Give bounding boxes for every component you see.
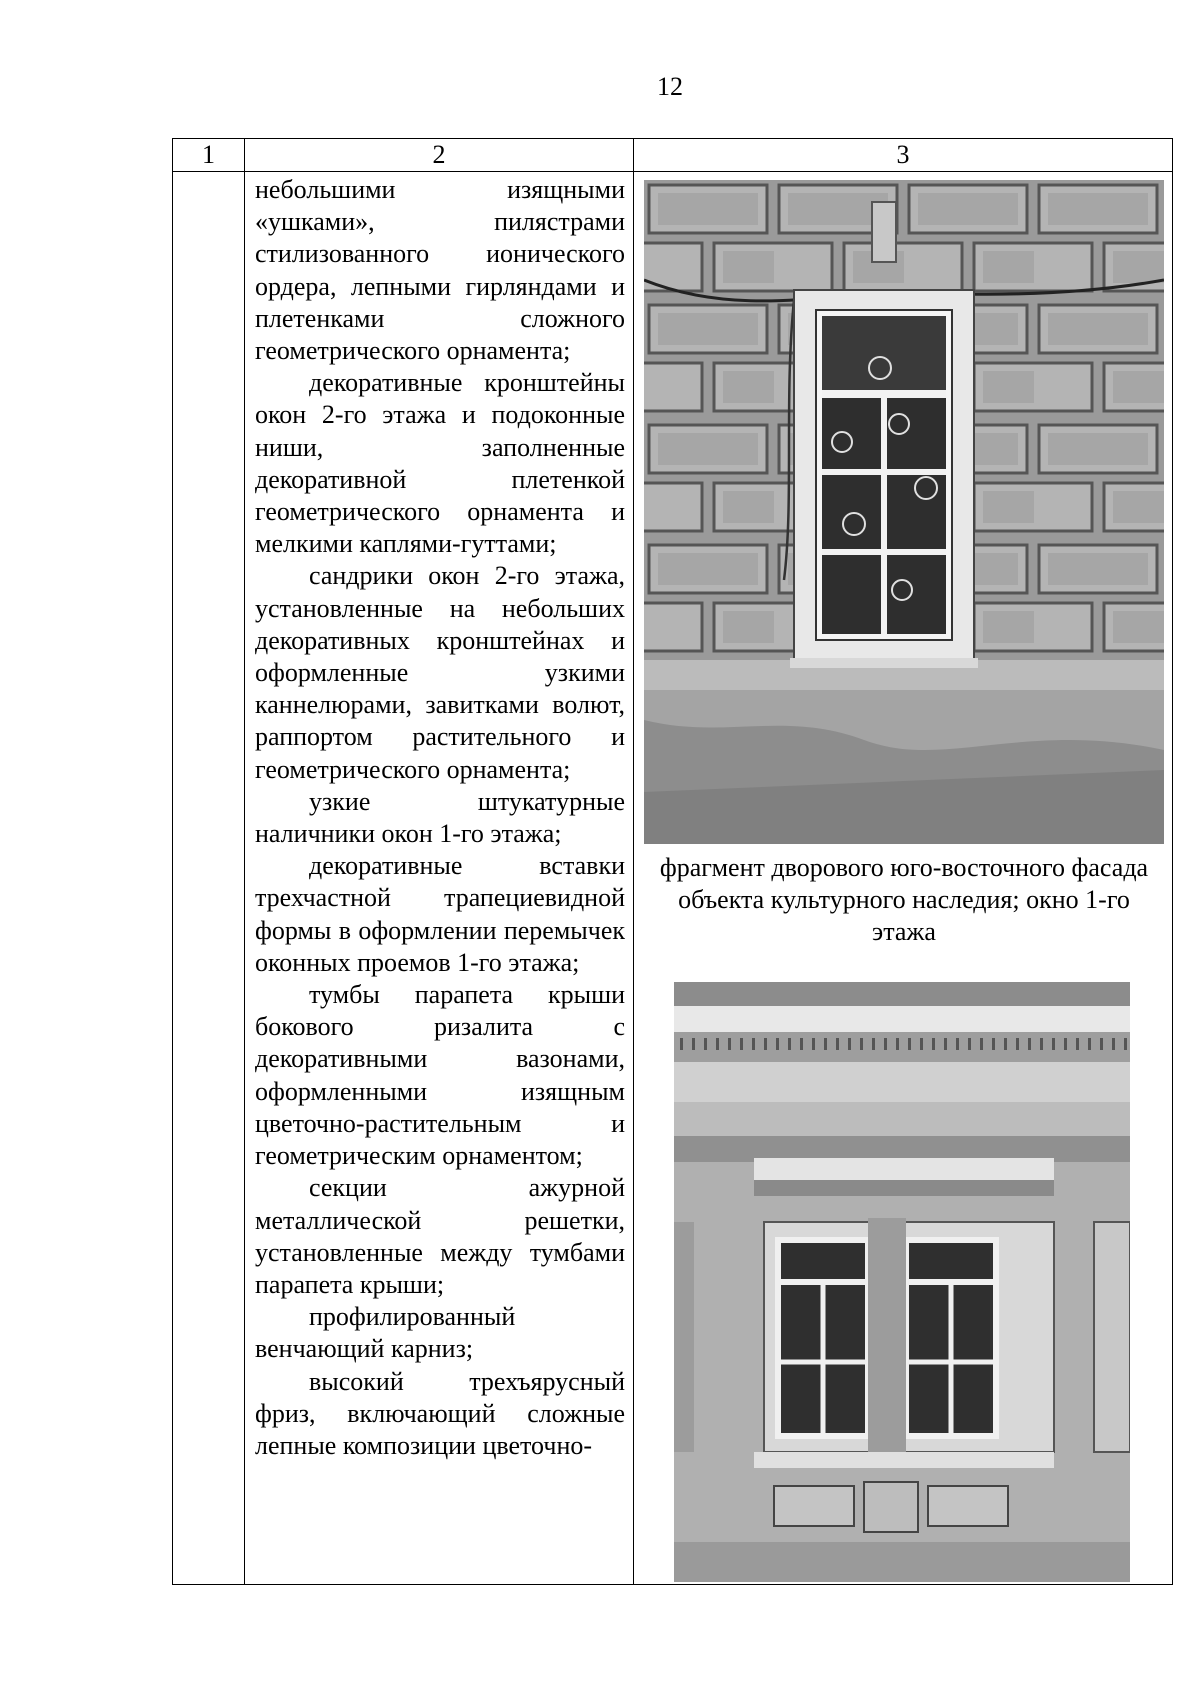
- description-paragraph: сандрики окон 2-го этажа, установленные на небольших декоративных кронштейнах и оформленные узкими каннелюрами, завитками волют, раппортом растительного и геометрического орнамента;: [255, 561, 625, 784]
- column-header-3: 3: [634, 139, 1173, 172]
- description-paragraph: узкие штукатурные наличники окон 1-го этажа;: [255, 786, 625, 849]
- column-header-1: 1: [173, 139, 245, 172]
- description-paragraph: декоративные кронштейны окон 2-го этажа и подоконные ниши, заполненные декоративной плетенкой геометрического орнамента и мелкими каплями-гуттами;: [255, 368, 625, 559]
- facade-window-photo: [644, 180, 1164, 844]
- photo-caption: фрагмент дворового юго-восточного фасада объекта культурного наследия; окно 1-го этажа: [659, 853, 1149, 947]
- page-number: 12: [657, 72, 683, 101]
- description-paragraph: секции ажурной металлической решетки, установленные между тумбами парапета крыши;: [255, 1173, 625, 1299]
- row-number-cell: [173, 172, 245, 1585]
- description-paragraph: профилированный венчающий карниз;: [255, 1302, 516, 1364]
- description-paragraph: тумбы парапета крыши бокового ризалита с декоративными вазонами, оформленными изящным цветочно-растительным и геометрическим орнаментом;: [255, 980, 625, 1171]
- photo-cell: [634, 172, 1173, 1585]
- facade-window-photo-image: [644, 180, 1164, 844]
- description-paragraph: небольшими изящными «ушками», пилястрами стилизованного ионического ордера, лепными гирляндами и плетенками сложного геометрического орнамента;: [255, 175, 625, 366]
- column-header-2: 2: [245, 139, 634, 172]
- description-paragraph: высокий трехъярусный фриз, включающий сложные лепные композиции цветочно-: [255, 1366, 625, 1460]
- table-row: [173, 172, 1173, 1585]
- heritage-table: [172, 138, 1173, 1585]
- facade-upper-photo-image: [674, 982, 1130, 1582]
- description-cell: [245, 172, 634, 1585]
- facade-upper-photo: [674, 982, 1130, 1582]
- description-paragraph: декоративные вставки трехчастной трапециевидной формы в оформлении перемычек оконных проемов 1-го этажа;: [255, 851, 625, 977]
- table-header-row: [173, 139, 1173, 172]
